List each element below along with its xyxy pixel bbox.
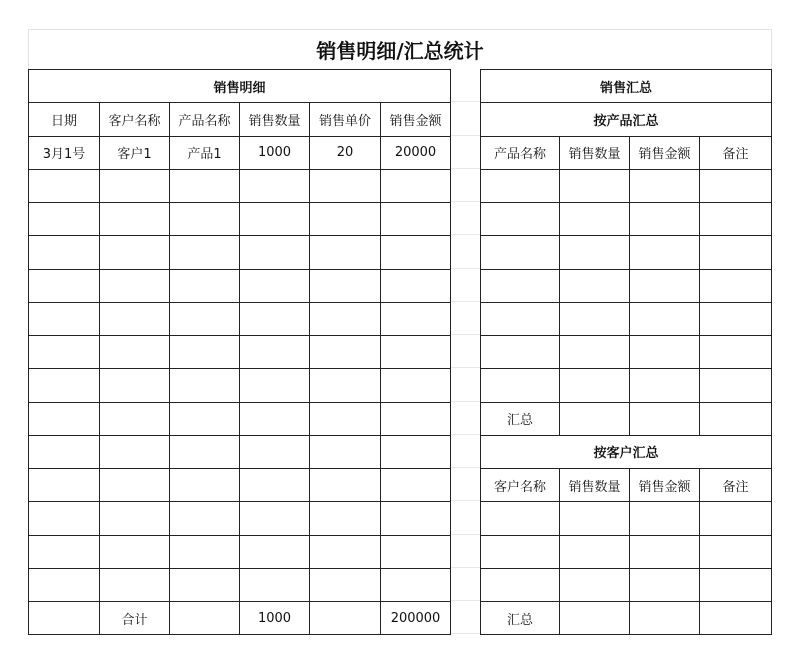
detail-header-cell[interactable]: 销售单价 xyxy=(310,103,381,136)
table-cell[interactable]: 产品1 xyxy=(170,136,240,169)
summary-section-title[interactable]: 销售汇总 xyxy=(480,70,771,103)
table-cell[interactable] xyxy=(170,502,240,535)
gap-cell xyxy=(451,468,480,501)
table-cell[interactable] xyxy=(381,402,451,435)
table-row xyxy=(480,369,771,402)
total-cell[interactable] xyxy=(170,602,240,635)
table-row xyxy=(480,502,771,535)
table-cell[interactable] xyxy=(381,502,451,535)
table-cell[interactable] xyxy=(381,269,451,302)
table-cell[interactable] xyxy=(240,469,310,502)
total-cell[interactable]: 合计 xyxy=(100,602,170,635)
summary-header-cell[interactable]: 客户名称 xyxy=(480,469,559,502)
table-row xyxy=(480,568,771,601)
table-row xyxy=(480,302,771,335)
table-cell[interactable] xyxy=(310,236,381,269)
gap-cell xyxy=(451,202,480,235)
table-cell[interactable] xyxy=(559,502,629,535)
table-cell[interactable] xyxy=(559,535,629,568)
table-cell[interactable] xyxy=(559,203,629,236)
table-cell[interactable] xyxy=(240,568,310,601)
table-cell[interactable] xyxy=(170,369,240,402)
table-cell[interactable] xyxy=(170,203,240,236)
table-cell[interactable] xyxy=(240,402,310,435)
table-row xyxy=(29,203,451,236)
gap-cell xyxy=(451,368,480,401)
table-cell[interactable] xyxy=(559,568,629,601)
table-cell[interactable] xyxy=(240,302,310,335)
gap-cell xyxy=(451,535,480,568)
table-cell[interactable]: 1000 xyxy=(240,136,310,169)
summary-header-cell[interactable]: 销售数量 xyxy=(559,469,629,502)
table-cell[interactable] xyxy=(170,269,240,302)
table-cell[interactable] xyxy=(310,169,381,202)
table-cell[interactable] xyxy=(699,236,771,269)
table-row xyxy=(29,269,451,302)
table-cell[interactable] xyxy=(240,336,310,369)
table-cell[interactable] xyxy=(100,336,170,369)
table-row xyxy=(480,203,771,236)
table-cell[interactable] xyxy=(381,336,451,369)
table-cell[interactable] xyxy=(29,402,100,435)
table-cell[interactable] xyxy=(629,602,699,635)
table-cell[interactable] xyxy=(480,369,559,402)
table-cell[interactable] xyxy=(240,236,310,269)
table-cell[interactable] xyxy=(699,535,771,568)
table-cell[interactable] xyxy=(381,469,451,502)
table-row xyxy=(29,236,451,269)
table-cell[interactable] xyxy=(559,269,629,302)
table-cell[interactable] xyxy=(381,568,451,601)
table-cell[interactable] xyxy=(559,169,629,202)
table-cell[interactable] xyxy=(381,169,451,202)
table-cell[interactable] xyxy=(29,502,100,535)
column-gap xyxy=(451,69,480,634)
table-cell[interactable] xyxy=(699,602,771,635)
table-cell[interactable] xyxy=(310,469,381,502)
table-cell[interactable] xyxy=(310,369,381,402)
sales-summary-table xyxy=(480,69,772,635)
gap-cell xyxy=(451,269,480,302)
summary-header-cell[interactable]: 销售数量 xyxy=(559,136,629,169)
table-cell[interactable] xyxy=(100,469,170,502)
table-cell[interactable] xyxy=(170,435,240,468)
table-cell[interactable] xyxy=(100,502,170,535)
table-cell[interactable] xyxy=(100,236,170,269)
table-cell[interactable] xyxy=(480,502,559,535)
table-cell[interactable] xyxy=(170,302,240,335)
table-cell[interactable] xyxy=(310,402,381,435)
table-cell[interactable] xyxy=(629,203,699,236)
table-cell[interactable] xyxy=(480,203,559,236)
table-row xyxy=(480,336,771,369)
table-cell[interactable] xyxy=(240,269,310,302)
summary-header-cell[interactable]: 销售金额 xyxy=(629,469,699,502)
table-cell[interactable] xyxy=(480,535,559,568)
table-cell[interactable] xyxy=(310,568,381,601)
table-cell[interactable] xyxy=(629,502,699,535)
table-cell[interactable] xyxy=(559,402,629,435)
table-cell[interactable] xyxy=(29,469,100,502)
summary-header-cell[interactable]: 销售金额 xyxy=(629,136,699,169)
gap-cell xyxy=(451,302,480,335)
by-customer-title[interactable]: 按客户汇总 xyxy=(480,435,771,468)
summary-total-label[interactable]: 汇总 xyxy=(480,402,559,435)
table-cell[interactable] xyxy=(240,203,310,236)
table-row xyxy=(480,269,771,302)
table-cell[interactable] xyxy=(310,203,381,236)
table-cell[interactable] xyxy=(240,369,310,402)
table-cell[interactable]: 客户1 xyxy=(100,136,170,169)
table-cell[interactable] xyxy=(29,302,100,335)
table-cell[interactable] xyxy=(699,169,771,202)
table-cell[interactable]: 20 xyxy=(310,136,381,169)
table-row xyxy=(29,435,451,468)
table-cell[interactable] xyxy=(310,302,381,335)
summary-header-cell[interactable]: 备注 xyxy=(699,136,771,169)
table-cell[interactable] xyxy=(699,402,771,435)
table-row xyxy=(29,169,451,202)
table-cell[interactable] xyxy=(240,169,310,202)
table-cell[interactable] xyxy=(480,302,559,335)
table-cell[interactable] xyxy=(480,269,559,302)
table-cell[interactable] xyxy=(699,336,771,369)
table-cell[interactable] xyxy=(629,269,699,302)
table-cell[interactable] xyxy=(170,236,240,269)
gap-cell xyxy=(451,102,480,135)
table-cell[interactable] xyxy=(480,169,559,202)
table-cell[interactable] xyxy=(100,302,170,335)
table-row xyxy=(29,535,451,568)
gap-cell xyxy=(451,235,480,268)
table-row xyxy=(480,169,771,202)
gap-cell xyxy=(451,568,480,601)
detail-header-cell[interactable]: 销售数量 xyxy=(240,103,310,136)
table-cell[interactable] xyxy=(100,203,170,236)
table-cell[interactable] xyxy=(559,336,629,369)
table-cell[interactable] xyxy=(381,302,451,335)
table-cell[interactable] xyxy=(629,236,699,269)
table-cell[interactable] xyxy=(480,336,559,369)
table-cell[interactable] xyxy=(29,203,100,236)
table-cell[interactable] xyxy=(170,169,240,202)
gap-cell xyxy=(451,601,480,634)
gap-cell xyxy=(451,335,480,368)
table-cell[interactable] xyxy=(559,369,629,402)
table-cell[interactable] xyxy=(629,336,699,369)
table-cell[interactable] xyxy=(381,369,451,402)
gap-cell xyxy=(451,169,480,202)
total-cell[interactable]: 200000 xyxy=(381,602,451,635)
table-cell[interactable] xyxy=(29,535,100,568)
gap-cell xyxy=(451,501,480,534)
detail-header-cell[interactable]: 销售金额 xyxy=(381,103,451,136)
table-cell[interactable] xyxy=(100,269,170,302)
table-cell[interactable] xyxy=(699,203,771,236)
table-cell[interactable] xyxy=(381,435,451,468)
table-cell[interactable] xyxy=(310,502,381,535)
table-row xyxy=(480,535,771,568)
table-cell[interactable] xyxy=(170,568,240,601)
table-cell[interactable] xyxy=(100,435,170,468)
summary-total-label[interactable]: 汇总 xyxy=(480,602,559,635)
table-cell[interactable] xyxy=(381,236,451,269)
table-cell[interactable] xyxy=(699,502,771,535)
table-cell[interactable]: 20000 xyxy=(381,136,451,169)
table-cell[interactable] xyxy=(699,302,771,335)
summary-total-row xyxy=(480,602,771,635)
total-cell[interactable] xyxy=(310,602,381,635)
table-cell[interactable] xyxy=(29,568,100,601)
table-cell[interactable] xyxy=(29,435,100,468)
table-cell[interactable] xyxy=(629,302,699,335)
table-cell[interactable] xyxy=(381,535,451,568)
table-cell[interactable]: 3月1号 xyxy=(29,136,100,169)
by-product-title[interactable]: 按产品汇总 xyxy=(480,103,771,136)
table-cell[interactable] xyxy=(699,269,771,302)
table-row xyxy=(29,402,451,435)
table-cell[interactable] xyxy=(381,203,451,236)
table-cell[interactable] xyxy=(100,402,170,435)
table-row xyxy=(480,236,771,269)
table-row xyxy=(29,469,451,502)
sales-detail-table xyxy=(28,69,451,635)
table-cell[interactable] xyxy=(29,269,100,302)
table-cell[interactable] xyxy=(240,435,310,468)
gap-cell xyxy=(451,69,480,102)
detail-header-cell[interactable]: 产品名称 xyxy=(170,103,240,136)
table-cell[interactable] xyxy=(100,568,170,601)
table-cell[interactable] xyxy=(29,369,100,402)
table-cell[interactable] xyxy=(170,402,240,435)
table-cell[interactable] xyxy=(310,269,381,302)
table-row xyxy=(29,136,451,169)
table-cell[interactable] xyxy=(629,369,699,402)
table-row xyxy=(29,302,451,335)
table-cell[interactable] xyxy=(559,302,629,335)
table-row xyxy=(29,502,451,535)
table-cell[interactable] xyxy=(480,236,559,269)
table-cell[interactable] xyxy=(29,336,100,369)
detail-header-cell[interactable]: 客户名称 xyxy=(100,103,170,136)
table-row xyxy=(29,369,451,402)
gap-cell xyxy=(451,136,480,169)
table-cell[interactable] xyxy=(699,568,771,601)
summary-header-cell[interactable]: 备注 xyxy=(699,469,771,502)
total-row xyxy=(29,602,451,635)
detail-header-cell[interactable]: 日期 xyxy=(29,103,100,136)
table-cell[interactable] xyxy=(170,336,240,369)
gap-cell xyxy=(451,435,480,468)
total-cell[interactable]: 1000 xyxy=(240,602,310,635)
table-row xyxy=(29,336,451,369)
table-cell[interactable] xyxy=(29,236,100,269)
table-cell[interactable] xyxy=(559,236,629,269)
table-cell[interactable] xyxy=(100,369,170,402)
summary-header-cell[interactable]: 产品名称 xyxy=(480,136,559,169)
table-cell[interactable] xyxy=(480,568,559,601)
detail-section-title[interactable]: 销售明细 xyxy=(29,70,451,103)
table-cell[interactable] xyxy=(310,435,381,468)
table-cell[interactable] xyxy=(559,602,629,635)
table-cell[interactable] xyxy=(170,535,240,568)
table-cell[interactable] xyxy=(170,469,240,502)
spreadsheet xyxy=(28,29,772,635)
table-cell[interactable] xyxy=(240,502,310,535)
total-cell[interactable] xyxy=(29,602,100,635)
table-cell[interactable] xyxy=(699,369,771,402)
table-cell[interactable] xyxy=(100,169,170,202)
sheet-title[interactable]: 销售明细/汇总统计 xyxy=(28,29,772,69)
table-cell[interactable] xyxy=(100,535,170,568)
table-cell[interactable] xyxy=(240,535,310,568)
table-cell[interactable] xyxy=(629,402,699,435)
table-cell[interactable] xyxy=(629,568,699,601)
table-cell[interactable] xyxy=(310,336,381,369)
table-cell[interactable] xyxy=(629,535,699,568)
table-row xyxy=(29,568,451,601)
table-cell[interactable] xyxy=(29,169,100,202)
table-cell[interactable] xyxy=(310,535,381,568)
table-cell[interactable] xyxy=(629,169,699,202)
gap-cell xyxy=(451,402,480,435)
summary-total-row xyxy=(480,402,771,435)
